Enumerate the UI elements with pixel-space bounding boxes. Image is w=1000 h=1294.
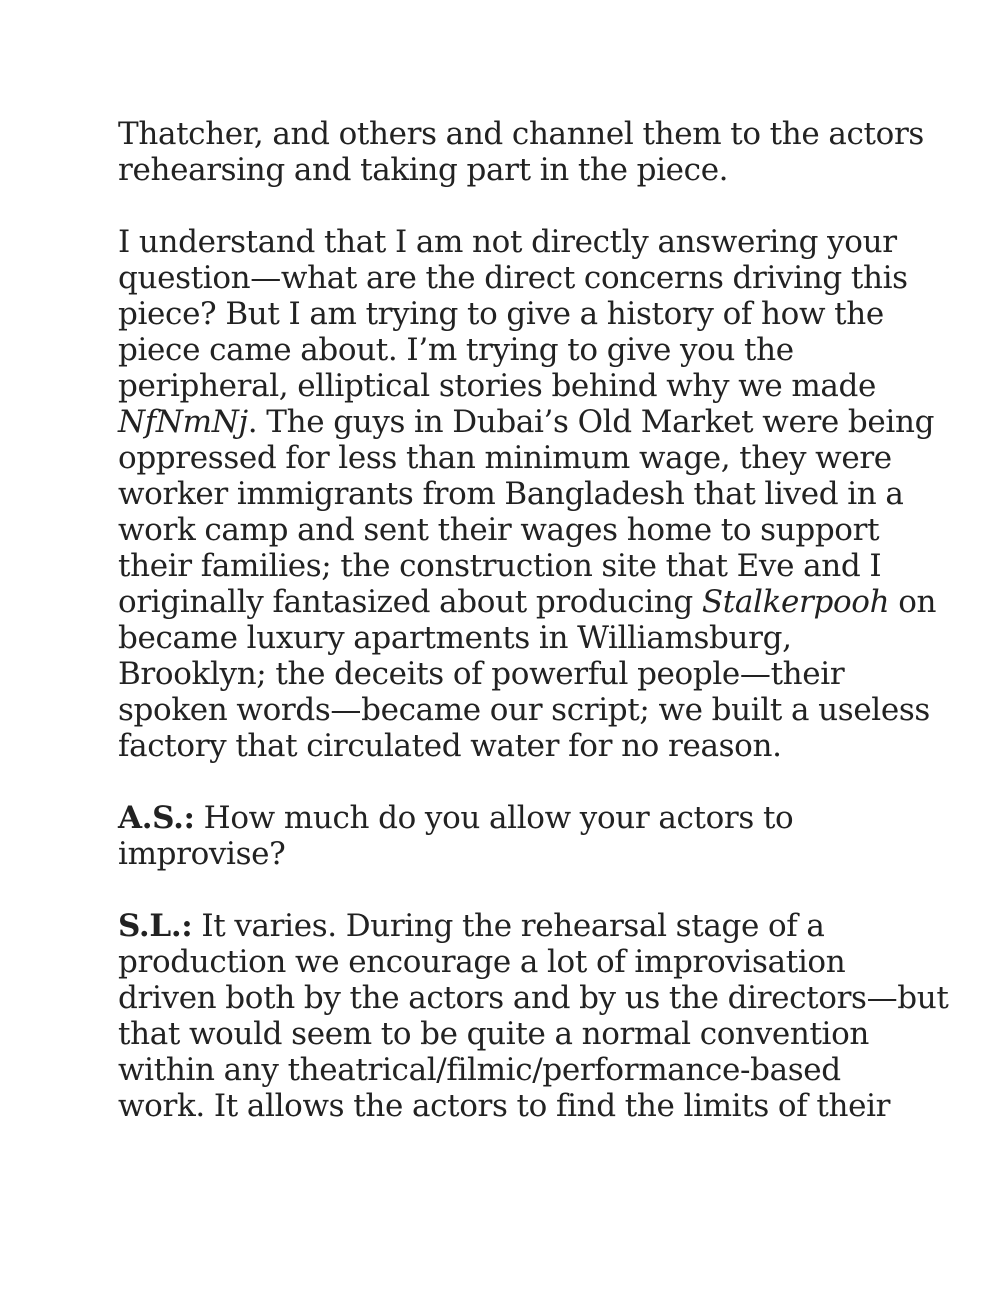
text-line: oppressed for less than minimum wage, they were	[118, 440, 892, 476]
paragraph-intro	[118, 116, 924, 188]
interview-answer	[118, 908, 949, 1124]
text-line: work camp and sent their wages home to support	[118, 512, 880, 548]
text-line: their families; the construction site that Eve and I	[118, 548, 882, 584]
text-line: I understand that I am not directly answering your	[118, 224, 897, 260]
speaker-label-as: A.S.:	[118, 800, 195, 836]
text-line	[118, 908, 908, 944]
text-line: improvise?	[118, 836, 286, 872]
text-line: factory that circulated water for no reason.	[118, 728, 782, 764]
text-fragment: on	[889, 584, 937, 620]
text-line: piece came about. I’m trying to give you the	[118, 332, 794, 368]
paragraph-history	[118, 224, 937, 764]
text-line: Brooklyn; the deceits of powerful people—their	[118, 656, 845, 692]
text-line	[118, 584, 937, 620]
document-page	[118, 116, 949, 1160]
text-line	[118, 404, 935, 440]
speaker-label-sl: S.L.:	[118, 908, 193, 944]
text-line: rehearsing and taking part in the piece.	[118, 152, 729, 188]
text-line: that would seem to be quite a normal convention	[118, 1016, 870, 1052]
work-title-nfnmnj: NfNmNj	[118, 404, 248, 440]
text-line: peripheral, elliptical stories behind why we made	[118, 368, 877, 404]
text-line	[118, 800, 908, 836]
text-line: spoken words—became our script; we built a useless	[118, 692, 930, 728]
text-fragment: originally fantasized about producing	[118, 584, 702, 620]
text-line: production we encourage a lot of improvisation	[118, 944, 846, 980]
text-fragment: How much do you allow your actors to	[194, 800, 794, 836]
interview-question	[118, 800, 908, 872]
text-line: driven both by the actors and by us the directors—but	[118, 980, 949, 1016]
text-line: piece? But I am trying to give a history of how the	[118, 296, 884, 332]
text-line: question—what are the direct concerns driving this	[118, 260, 908, 296]
work-title-stalkerpooh: Stalkerpooh	[701, 584, 890, 620]
text-line: became luxury apartments in Williamsburg,	[118, 620, 792, 656]
text-line: worker immigrants from Bangladesh that lived in a	[118, 476, 904, 512]
text-fragment: It varies. During the rehearsal stage of a	[192, 908, 825, 944]
text-fragment: . The guys in Dubai’s Old Market were being	[247, 404, 935, 440]
text-line: work. It allows the actors to find the limits of their	[118, 1088, 891, 1124]
text-line: Thatcher, and others and channel them to the actors	[118, 116, 924, 152]
text-line: within any theatrical/filmic/performance-based	[118, 1052, 841, 1088]
